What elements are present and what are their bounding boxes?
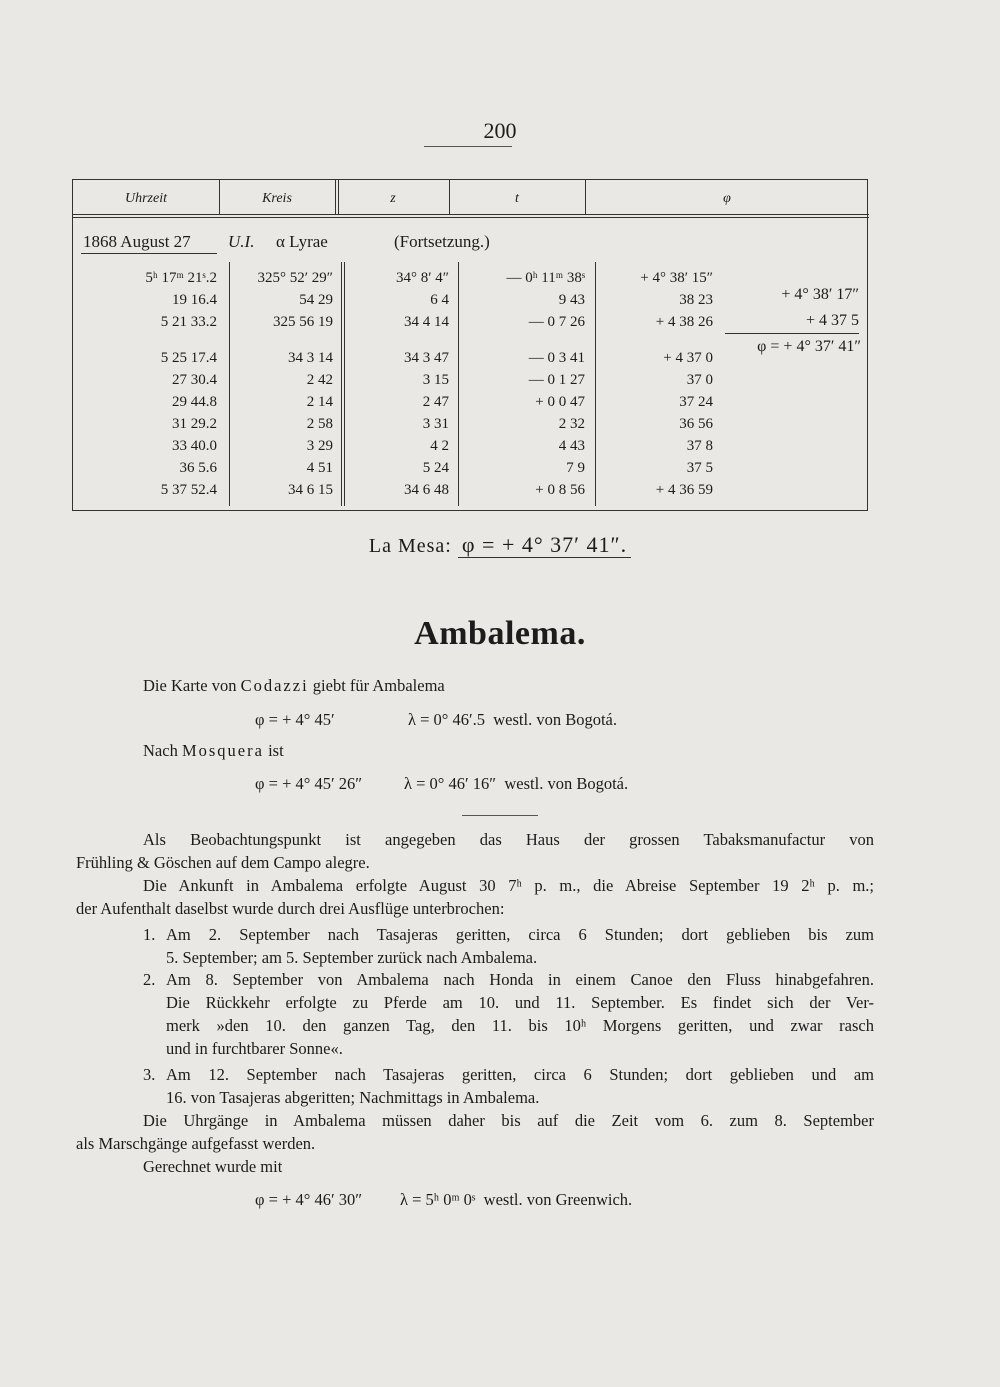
mean-first: + 4° 38′ 17″: [781, 286, 859, 303]
body-divider: [341, 262, 342, 506]
body-divider: [458, 262, 459, 506]
cell-phi: + 4 37 0: [663, 350, 713, 366]
cell-phi: 37 24: [679, 394, 713, 410]
header-t: t: [515, 191, 519, 206]
list-item: Am 8. September von Ambalema nach Honda in einem Canoe den Fluss hinabgefahren.: [166, 970, 874, 989]
mean-second: + 4 37 5: [805, 312, 859, 329]
cell-uhrzeit: 29 44.8: [172, 394, 217, 410]
cell-kreis: 54 29: [299, 292, 333, 308]
formula-codazzi-phi: φ = + 4° 45′: [255, 710, 335, 729]
cell-phi: 36 56: [679, 416, 713, 432]
list-item: 5. September; am 5. September zurück nach Ambalema.: [166, 948, 538, 967]
caption-star: α Lyrae: [276, 232, 328, 251]
cell-kreis: 325° 52′ 29″: [257, 270, 333, 286]
observation-table: [72, 179, 868, 511]
caption-position: U.I.: [228, 232, 255, 251]
la-mesa-value: φ = + 4° 37′ 41″.: [458, 532, 631, 558]
formula-mosquera-phi: φ = + 4° 45′ 26″: [255, 774, 363, 793]
cell-t: 9 43: [558, 292, 585, 308]
header-divider: [338, 180, 339, 214]
cell-uhrzeit: 36 5.6: [179, 460, 217, 476]
header-divider: [585, 180, 586, 214]
header-rule-2: [73, 217, 869, 218]
paragraph-mosquera: [143, 741, 284, 761]
page-number: 200: [483, 118, 517, 143]
cell-kreis: 3 29: [306, 438, 333, 454]
header-divider: [219, 180, 220, 214]
cell-uhrzeit: 33 40.0: [172, 438, 217, 454]
text-line: Die Uhrgänge in Ambalema müssen daher bis auf die Zeit vom 6. zum 8. September: [143, 1111, 874, 1130]
text-fragment: ist: [268, 741, 284, 760]
cell-t: + 0 0 47: [535, 394, 585, 410]
cell-z: 34 6 48: [404, 482, 449, 498]
formula-adopted-phi: φ = + 4° 46′ 30″: [255, 1190, 363, 1209]
cell-phi: 38 23: [679, 292, 713, 308]
cell-uhrzeit: 27 30.4: [172, 372, 217, 388]
cell-kreis: 2 42: [306, 372, 333, 388]
cell-t: — 0 1 27: [528, 372, 585, 388]
caption-date-underline: [81, 253, 217, 254]
cell-z: 6 4: [430, 292, 449, 308]
cell-kreis: 325 56 19: [273, 314, 333, 330]
mean-result: φ = + 4° 37′ 41″: [757, 338, 861, 355]
header-divider: [335, 180, 336, 214]
mean-rule: [725, 333, 859, 334]
cell-t: — 0ʰ 11ᵐ 38ˢ: [506, 270, 585, 286]
cell-uhrzeit: 5 21 33.2: [160, 314, 217, 330]
author-name: Mosquera: [181, 741, 264, 760]
header-divider: [449, 180, 450, 214]
text-line: Die Ankunft in Ambalema erfolgte August 30 7ʰ p. m., die Abreise September 19 2ʰ p. m.;: [143, 876, 874, 895]
formula-mosquera-lambda: λ = 0° 46′ 16″ westl. von Bogotá.: [404, 774, 629, 793]
formula-codazzi-lambda: λ = 0° 46′.5 westl. von Bogotá.: [408, 710, 618, 729]
list-number: 3.: [143, 1065, 156, 1084]
list-item: Die Rückkehr erfolgte zu Pferde am 10. und 11. September. Es findet sich der Ver-: [166, 993, 874, 1012]
text-line: Gerechnet wurde mit: [143, 1157, 283, 1176]
header-z: z: [390, 191, 396, 206]
cell-t: — 0 7 26: [528, 314, 585, 330]
text-line: als Marschgänge aufgefasst werden.: [76, 1134, 316, 1153]
paragraph-codazzi: [143, 676, 445, 696]
cell-t: — 0 3 41: [528, 350, 585, 366]
cell-phi: + 4 36 59: [655, 482, 713, 498]
header-kreis: Kreis: [262, 191, 292, 206]
list-number: 1.: [143, 925, 156, 944]
author-name: Codazzi: [240, 676, 309, 695]
text-line: der Aufenthalt daselbst wurde durch drei Ausflüge unterbrochen:: [76, 899, 505, 918]
section-rule: [462, 815, 538, 816]
cell-kreis: 34 6 15: [288, 482, 333, 498]
caption-date: 1868 August 27: [83, 232, 191, 251]
cell-kreis: 2 14: [306, 394, 333, 410]
la-mesa-result: [0, 532, 1000, 558]
cell-z: 34° 8′ 4″: [395, 270, 449, 286]
cell-z: 5 24: [422, 460, 449, 476]
cell-uhrzeit: 5 25 17.4: [160, 350, 217, 366]
cell-t: + 0 8 56: [535, 482, 585, 498]
body-divider: [344, 262, 345, 506]
cell-z: 2 47: [422, 394, 449, 410]
header-uhrzeit: Uhrzeit: [125, 191, 167, 206]
text-line: Frühling & Göschen auf dem Campo alegre.: [76, 853, 370, 872]
cell-t: 4 43: [558, 438, 585, 454]
cell-z: 4 2: [430, 438, 449, 454]
header-phi: φ: [723, 191, 731, 206]
list-item: 16. von Tasajeras abgeritten; Nachmittags in Ambalema.: [166, 1088, 540, 1107]
text-fragment: giebt für Ambalema: [312, 676, 445, 695]
body-divider: [229, 262, 230, 506]
cell-kreis: 4 51: [306, 460, 333, 476]
section-title: Ambalema.: [414, 615, 586, 652]
caption-note: (Fortsetzung.): [394, 232, 490, 251]
text-line: Als Beobachtungspunkt ist angegeben das Haus der grossen Tabaksmanufactur von: [143, 830, 874, 849]
header-rule-1: [73, 214, 869, 215]
cell-z: 34 4 14: [404, 314, 449, 330]
page-number-rule: [424, 146, 512, 147]
cell-phi: 37 5: [686, 460, 713, 476]
cell-z: 34 3 47: [404, 350, 449, 366]
cell-phi: 37 8: [686, 438, 713, 454]
body-divider: [595, 262, 596, 506]
cell-z: 3 31: [422, 416, 449, 432]
cell-phi: + 4° 38′ 15″: [640, 270, 713, 286]
cell-uhrzeit: 19 16.4: [172, 292, 217, 308]
text-fragment: Die Karte von: [143, 676, 237, 695]
cell-uhrzeit: 5 37 52.4: [160, 482, 217, 498]
text-fragment: Nach: [143, 741, 178, 760]
cell-phi: + 4 38 26: [655, 314, 713, 330]
cell-t: 7 9: [566, 460, 585, 476]
list-item: Am 12. September nach Tasajeras geritten, circa 6 Stunden; dort geblieben und am: [166, 1065, 874, 1084]
cell-uhrzeit: 5ʰ 17ᵐ 21ˢ.2: [145, 270, 217, 286]
cell-t: 2 32: [558, 416, 585, 432]
list-item: merk »den 10. den ganzen Tag, den 11. bis 10ʰ Morgens geritten, und zwar rasch: [166, 1016, 874, 1035]
cell-z: 3 15: [422, 372, 449, 388]
cell-kreis: 2 58: [306, 416, 333, 432]
cell-phi: 37 0: [686, 372, 713, 388]
list-item: und in furchtbarer Sonne«.: [166, 1039, 343, 1058]
la-mesa-label: La Mesa:: [368, 535, 452, 557]
cell-kreis: 34 3 14: [288, 350, 333, 366]
list-item: Am 2. September nach Tasajeras geritten, circa 6 Stunden; dort geblieben bis zum: [166, 925, 874, 944]
formula-adopted-lambda: λ = 5ʰ 0ᵐ 0ˢ westl. von Greenwich.: [400, 1190, 633, 1209]
cell-uhrzeit: 31 29.2: [172, 416, 217, 432]
list-number: 2.: [143, 970, 156, 989]
